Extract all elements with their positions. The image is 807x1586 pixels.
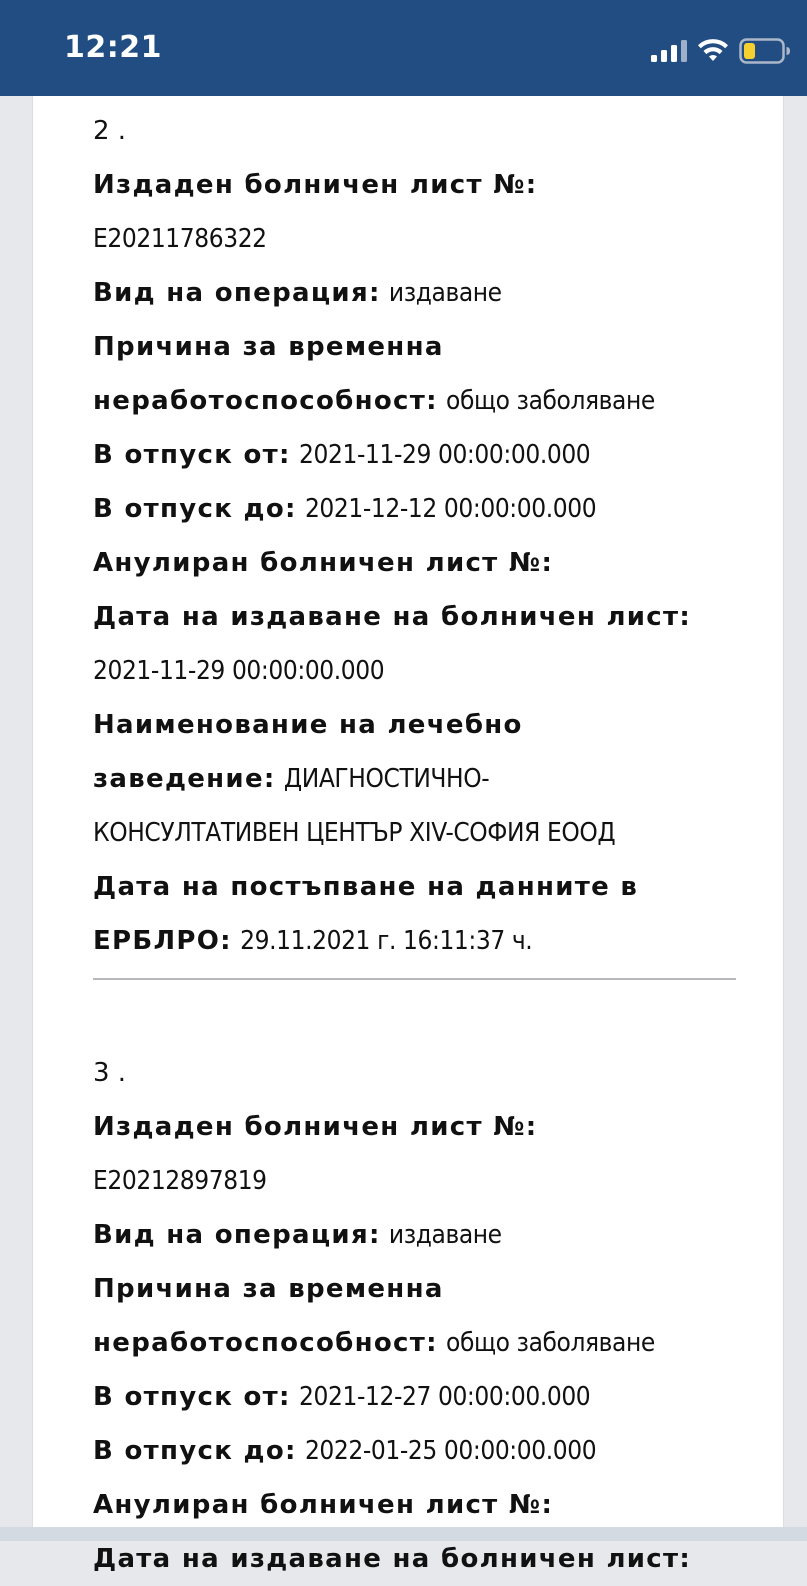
reason-label-row <box>93 320 739 374</box>
operation-row <box>93 266 739 320</box>
reason-value: общо заболяване <box>446 386 655 416</box>
facility-value-cont: КОНСУЛТАТИВЕН ЦЕНТЪР XIV-СОФИЯ ЕООД <box>93 818 616 848</box>
received-value: 29.11.2021 г. 16:11:37 ч. <box>240 926 533 956</box>
reason-label-cont: неработоспособност: <box>93 386 438 416</box>
reason-label: Причина за временна <box>93 1274 444 1304</box>
facility-label-row <box>93 698 739 752</box>
issue-date-row <box>93 644 739 698</box>
sick-leave-number-label-row <box>93 1100 739 1154</box>
received-row <box>93 914 739 968</box>
leave-to-label: В отпуск до: <box>93 1436 297 1466</box>
sick-leave-number: Е20211786322 <box>93 224 267 254</box>
status-time: 12:21 <box>64 30 162 65</box>
sick-leave-number-label-row <box>93 158 739 212</box>
received-label: Дата на постъпване на данните в <box>93 872 639 902</box>
sick-leave-entry <box>93 1046 739 1586</box>
sick-leave-number: Е20212897819 <box>93 1166 267 1196</box>
leave-from-row <box>93 1370 739 1424</box>
issue-date-label: Дата на издаване на болничен лист: <box>93 1544 692 1574</box>
issue-date-label: Дата на издаване на болничен лист: <box>93 602 692 632</box>
entry-index: 3 . <box>93 1058 127 1088</box>
received-label-cont: ЕРБЛРО: <box>93 926 232 956</box>
leave-from-row <box>93 428 739 482</box>
facility-label-cont: заведение: <box>93 764 276 794</box>
sick-leave-number-label: Издаден болничен лист №: <box>93 170 538 200</box>
issue-date-label-row <box>93 590 739 644</box>
facility-label: Наименование на лечебно <box>93 710 523 740</box>
cellular-signal-icon <box>651 40 687 62</box>
reason-label: Причина за временна <box>93 332 444 362</box>
operation-row <box>93 1208 739 1262</box>
reason-row <box>93 1316 739 1370</box>
status-icons <box>651 36 791 66</box>
leave-to-row <box>93 482 739 536</box>
reason-label-cont: неработоспособност: <box>93 1328 438 1358</box>
bottom-toolbar-edge <box>0 1527 807 1541</box>
leave-to-row <box>93 1424 739 1478</box>
reason-row <box>93 374 739 428</box>
leave-from-value: 2021-12-27 00:00:00.000 <box>299 1382 591 1412</box>
leave-from-value: 2021-11-29 00:00:00.000 <box>299 440 591 470</box>
annulled-label: Анулиран болничен лист №: <box>93 548 554 578</box>
annulled-row <box>93 536 739 590</box>
leave-from-label: В отпуск от: <box>93 1382 291 1412</box>
sick-leave-number-row <box>93 1154 739 1208</box>
annulled-row <box>93 1478 739 1532</box>
facility-value-row <box>93 806 739 860</box>
received-label-row <box>93 860 739 914</box>
operation-label: Вид на операция: <box>93 278 381 308</box>
leave-to-value: 2021-12-12 00:00:00.000 <box>304 494 597 524</box>
leave-to-value: 2022-01-25 00:00:00.000 <box>304 1436 597 1466</box>
operation-value: издаване <box>388 278 502 308</box>
operation-value: издаване <box>388 1220 502 1250</box>
sick-leave-number-row <box>93 212 739 266</box>
reason-label-row <box>93 1262 739 1316</box>
leave-from-label: В отпуск от: <box>93 440 291 470</box>
leave-to-label: В отпуск до: <box>93 494 297 524</box>
sick-leave-list-card <box>32 96 784 1574</box>
battery-icon <box>739 38 791 64</box>
status-bar <box>0 0 807 96</box>
facility-value: ДИАГНОСТИЧНО- <box>283 764 490 794</box>
reason-value: общо заболяване <box>446 1328 655 1358</box>
wifi-icon <box>697 39 729 63</box>
operation-label: Вид на операция: <box>93 1220 381 1250</box>
entry-index: 2 . <box>93 116 127 146</box>
issue-date-value: 2021-11-29 00:00:00.000 <box>93 656 385 686</box>
sick-leave-list <box>93 104 739 1586</box>
sick-leave-number-label: Издаден болничен лист №: <box>93 1112 538 1142</box>
sick-leave-entry <box>93 104 739 968</box>
facility-row <box>93 752 739 806</box>
annulled-label: Анулиран болничен лист №: <box>93 1490 554 1520</box>
